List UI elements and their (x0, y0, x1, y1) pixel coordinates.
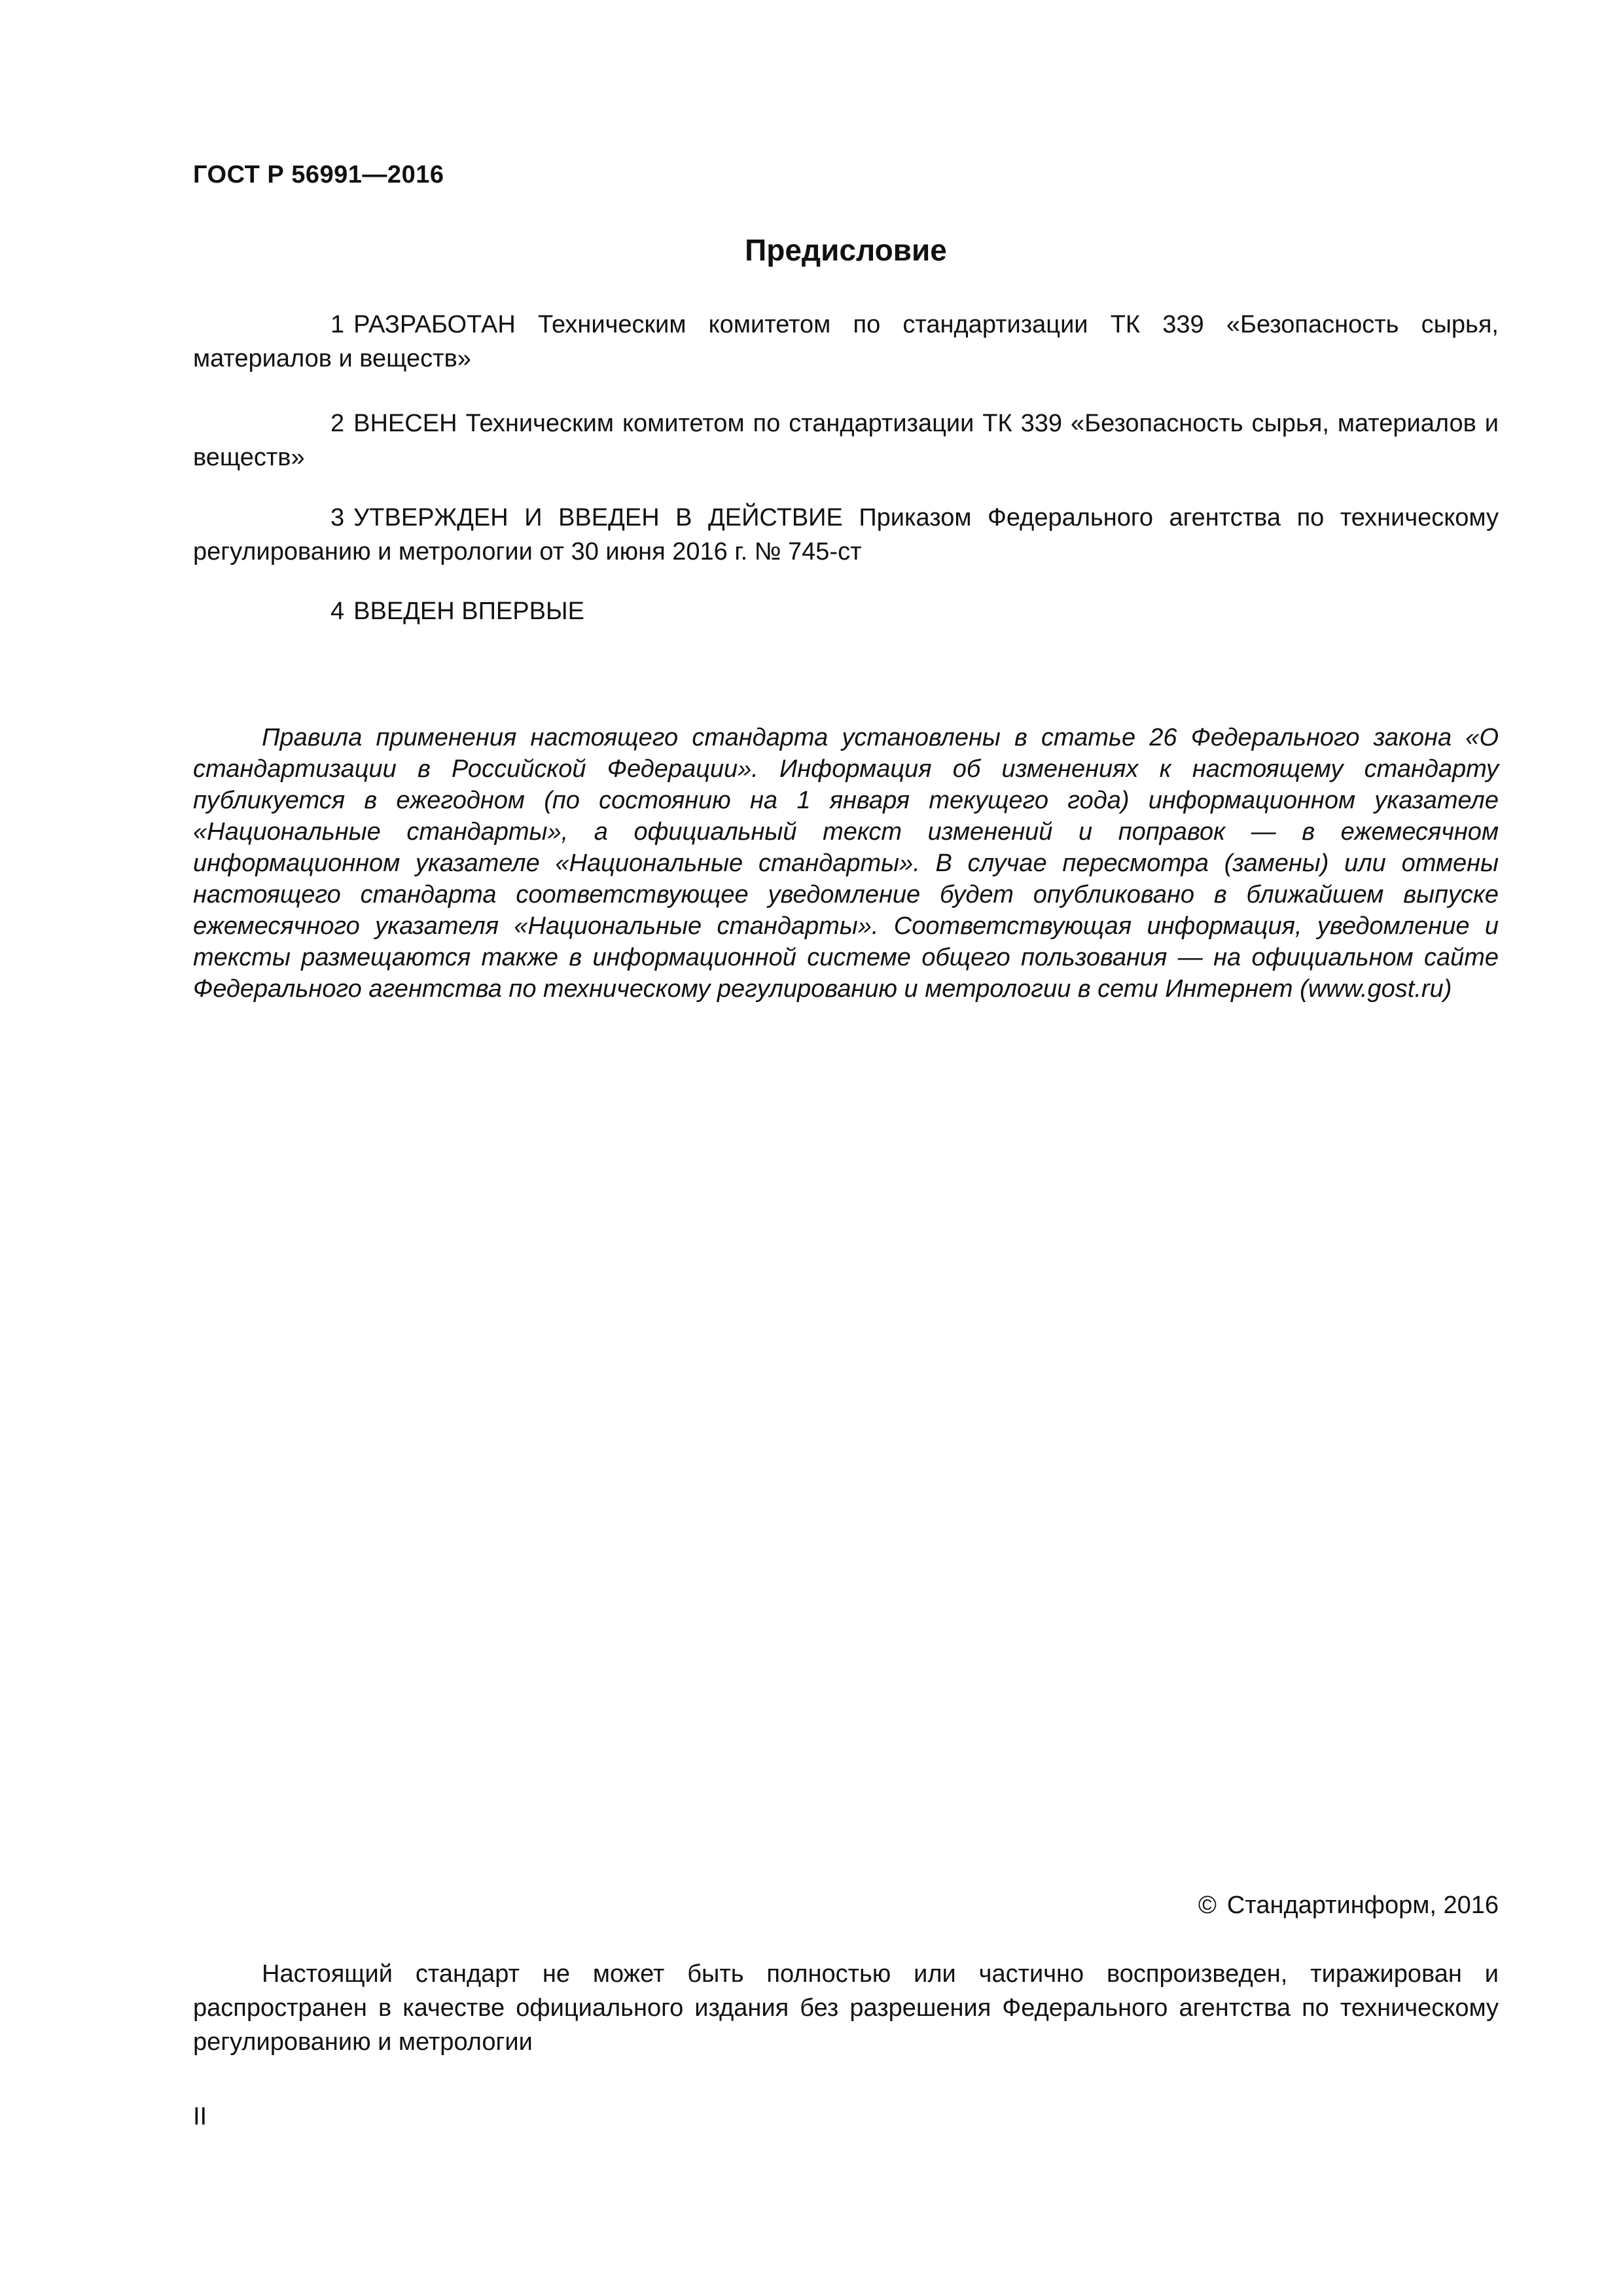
page-number: II (193, 2103, 207, 2130)
preface-item-text: УТВЕРЖДЕН И ВВЕДЕН В ДЕЙСТВИЕ Приказом Федерального агентства по техническому регулированию и метрологии от 30 июня 2016 г. № 745-ст (193, 504, 1499, 565)
standard-application-rules: Правила применения настоящего стандарта установлены в статье 26 Федерального закона «О стандартизации в Российской Федерации». Информация об изменениях к настоящему стандарту публикуется в ежегодном (по состоянию на 1 января текущего года) информационном указателе «Национальные стандарты», а официальный текст изменений и поправок — в ежемесячном информационном указателе «Национальные стандарты». В случае пересмотра (замены) или отмены настоящего стандарта соответствующее уведомление будет опубликовано в ближайшем выпуске ежемесячного указателя «Национальные стандарты». Соответствующая информация, уведомление и тексты размещаются также в информационной системе общего пользования — на официальном сайте Федерального агентства по техническому регулированию и метрологии в сети Интернет (www.gost.ru) (193, 724, 1499, 1003)
preface-item-2 (193, 406, 1499, 475)
reproduction-notice: Настоящий стандарт не может быть полностью или частично воспроизведен, тиражирован и распространен в качестве официального издания без разрешения Федерального агентства по техническому регулированию и метрологии (193, 1960, 1499, 2056)
copyright-text: Стандартинформ, 2016 (1226, 1892, 1499, 1919)
preface-item-number: 3 (330, 504, 345, 531)
document-code: ГОСТ Р 56991—2016 (193, 161, 444, 188)
preface-item-number: 2 (330, 410, 345, 437)
preface-item-3 (193, 501, 1499, 569)
copyright-icon: © (1198, 1892, 1217, 1919)
preface-item-number: 4 (330, 598, 345, 625)
preface-title: Предисловие (745, 233, 947, 267)
preface-item-number: 1 (330, 311, 345, 338)
copyright-line (1198, 1888, 1499, 1922)
preface-item-text: ВНЕСЕН Техническим комитетом по стандартизации ТК 339 «Безопасность сырья, материалов и веществ» (193, 410, 1499, 471)
preface-item-1 (193, 308, 1499, 376)
preface-item-text: РАЗРАБОТАН Техническим комитетом по стандартизации ТК 339 «Безопасность сырья, материалов и веществ» (193, 311, 1499, 372)
preface-item-text: ВВЕДЕН ВПЕРВЫЕ (353, 598, 584, 625)
preface-item-4 (193, 594, 1499, 628)
